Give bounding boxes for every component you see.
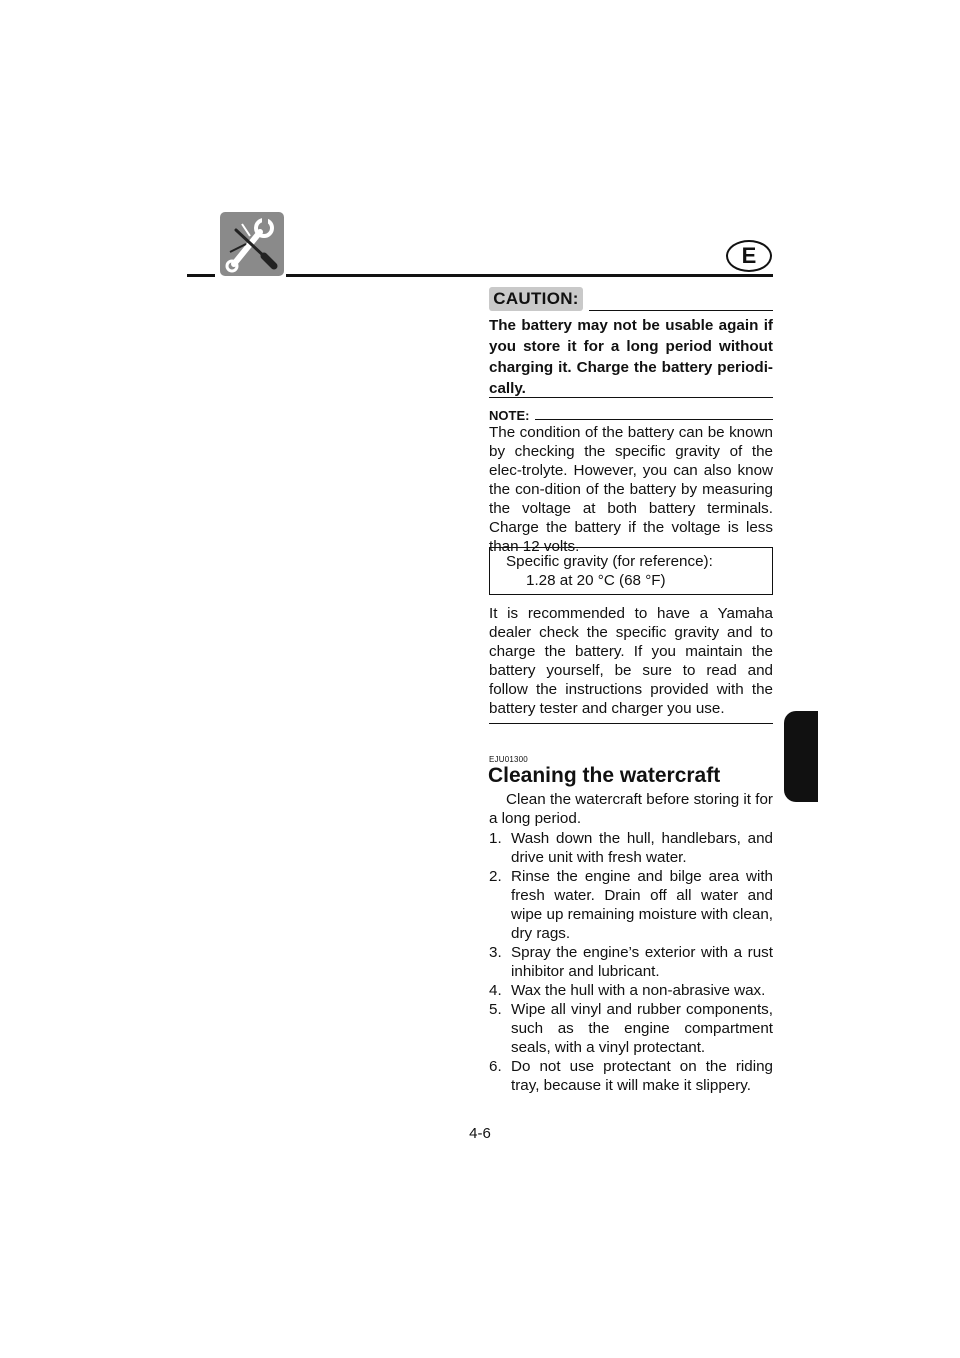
section-code: EJU01300 xyxy=(489,755,528,764)
step-number: 6. xyxy=(489,1058,502,1075)
recommendation-text: It is recommended to have a Yamaha dealer check the specific gravity and to charge the battery. If you maintain the battery yourself, be sure to read and follow the instructions provided with the battery tester and charger you use. xyxy=(489,605,773,717)
intro-paragraph: Clean the watercraft before storing it for a long period. xyxy=(489,791,773,827)
list-item xyxy=(489,829,773,867)
section-title: Cleaning the watercraft xyxy=(488,764,721,787)
caution-label: CAUTION: xyxy=(489,287,583,311)
spec-label: Specific gravity (for reference): xyxy=(506,553,713,570)
step-number: 2. xyxy=(489,868,502,885)
step-text: Do not use protectant on the riding tray, because it will make it slippery. xyxy=(511,1058,773,1094)
note-header xyxy=(489,406,773,421)
note-rule xyxy=(535,419,773,420)
page-number: 4-6 xyxy=(469,1125,491,1142)
steps-list xyxy=(489,829,773,1095)
step-text: Wax the hull with a non-abrasive wax. xyxy=(511,982,766,999)
header-rule-right xyxy=(286,274,773,277)
spec-box xyxy=(489,547,773,595)
section-intro xyxy=(489,790,773,828)
list-item xyxy=(489,981,773,1000)
tools-icon xyxy=(220,212,284,276)
chapter-tab xyxy=(784,711,818,802)
caution-end-rule xyxy=(489,397,773,398)
step-number: 5. xyxy=(489,1001,502,1018)
language-badge: E xyxy=(726,240,772,272)
step-text: Rinse the engine and bilge area with fresh water. Drain off all water and wipe up remaining moisture with clean, dry rags. xyxy=(511,868,773,942)
note-end-rule xyxy=(489,723,773,724)
list-item xyxy=(489,943,773,981)
caution-text: The battery may not be usable again if you store it for a long period without charging it. Charge the battery periodi-cally. xyxy=(489,317,773,397)
caution-header xyxy=(489,287,773,311)
step-number: 1. xyxy=(489,830,502,847)
list-item xyxy=(489,1000,773,1057)
step-text: Wipe all vinyl and rubber components, such as the engine compartment seals, with a vinyl protectant. xyxy=(511,1001,773,1056)
header-rule-left xyxy=(187,274,215,277)
spec-value: 1.28 at 20 °C (68 °F) xyxy=(526,572,666,589)
note-label: NOTE: xyxy=(489,408,530,423)
step-text: Spray the engine’s exterior with a rust inhibitor and lubricant. xyxy=(511,944,773,980)
step-number: 3. xyxy=(489,944,502,961)
note-text: The condition of the battery can be known by checking the specific gravity of the elec-trolyte. However, you can also know the con-dition of the battery by measuring the voltage at both battery terminals. Charge the battery if the voltage is less than 12 volts. xyxy=(489,424,773,555)
list-item xyxy=(489,1057,773,1095)
step-number: 4. xyxy=(489,982,502,999)
step-text: Wash down the hull, handlebars, and drive unit with fresh water. xyxy=(511,830,773,866)
caution-rule xyxy=(589,310,773,311)
list-item xyxy=(489,867,773,943)
